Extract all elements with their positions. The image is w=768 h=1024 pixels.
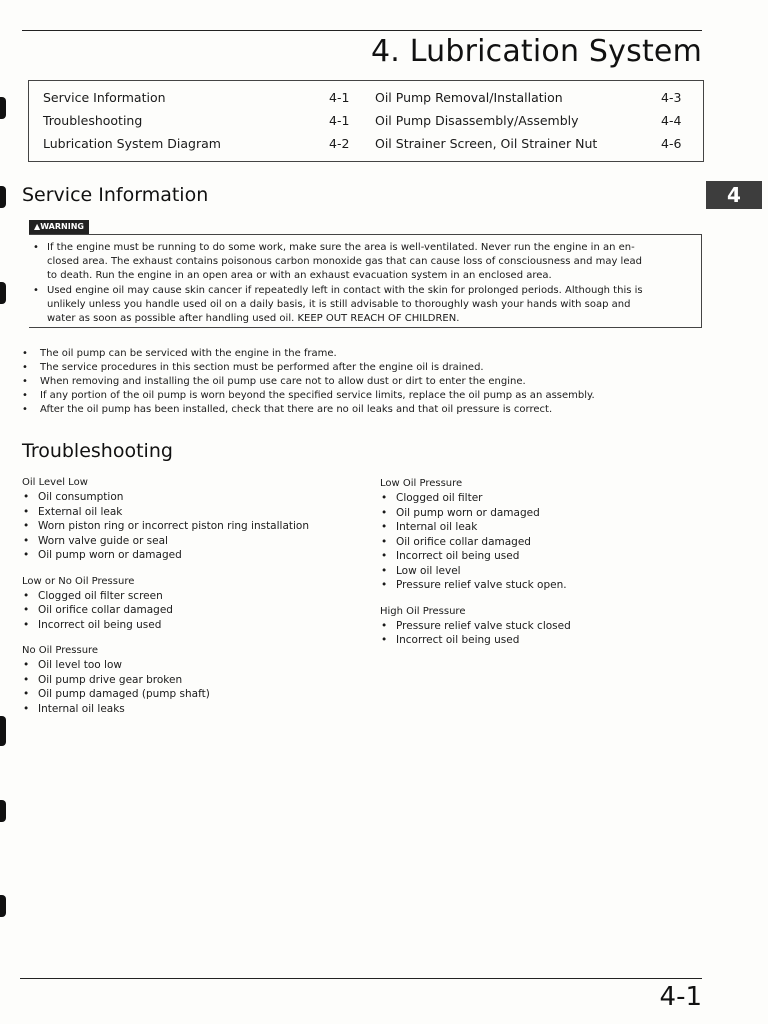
note-text: When removing and installing the oil pump use care not to allow dust or dirt to enter the engine.: [40, 376, 526, 387]
cause-text: Oil pump worn or damaged: [38, 549, 182, 561]
bullet-icon: •: [33, 242, 39, 253]
cause-text: Clogged oil filter screen: [38, 589, 163, 602]
cause-item: [380, 578, 710, 593]
symptom-title: No Oil Pressure: [22, 645, 99, 656]
note-item: [22, 361, 712, 375]
cause-item: [22, 618, 352, 633]
bullet-icon: •: [22, 362, 28, 373]
symptom-group: [380, 477, 710, 593]
contents-right-title[interactable]: Oil Pump Disassembly/Assembly: [375, 113, 579, 128]
cause-item: [380, 491, 710, 506]
cause-item: [22, 687, 352, 702]
bullet-icon: •: [33, 285, 39, 296]
cause-text: Oil consumption: [38, 491, 124, 503]
cause-text: Incorrect oil being used: [38, 618, 162, 631]
binding-mark: [0, 800, 6, 822]
cause-text: Clogged oil filter: [396, 492, 483, 504]
note-item: [22, 403, 712, 417]
contents-right-page: 4-6: [661, 136, 682, 151]
cause-item: [380, 506, 710, 521]
cause-text: Worn valve guide or seal: [38, 534, 168, 547]
bullet-icon: •: [23, 659, 30, 671]
note-item: [22, 375, 712, 389]
bullet-icon: •: [23, 618, 30, 631]
cause-text: Internal oil leaks: [38, 702, 125, 715]
cause-item: [22, 658, 352, 673]
service-notes: [22, 347, 712, 417]
bullet-icon: •: [23, 673, 30, 686]
warning-line: If the engine must be running to do some work, make sure the area is well-ventilated. Never run the engine in an en-: [47, 242, 635, 253]
cause-text: Incorrect oil being used: [396, 634, 520, 646]
cause-item: [22, 534, 352, 549]
contents-row: [29, 90, 703, 113]
cause-item: [22, 505, 352, 520]
troubleshooting-right-column: [380, 477, 710, 660]
cause-text: Low oil level: [396, 564, 461, 577]
bullet-icon: •: [23, 491, 30, 503]
binding-mark: [0, 186, 6, 208]
binding-mark: [0, 97, 6, 119]
troubleshooting-left-column: [22, 476, 352, 728]
warning-item: [33, 284, 697, 326]
note-text: The service procedures in this section must be performed after the engine oil is drained.: [40, 362, 484, 373]
bullet-icon: •: [381, 579, 388, 591]
bullet-icon: •: [23, 604, 30, 616]
warning-line: Used engine oil may cause skin cancer if repeatedly left in contact with the skin for prolonged periods. Although this is: [47, 285, 643, 296]
note-text: If any portion of the oil pump is worn beyond the specified service limits, replace the oil pump as an assembly.: [40, 390, 595, 401]
contents-left-title[interactable]: Service Information: [43, 90, 166, 105]
warning-line: to death. Run the engine in an open area or with an exhaust evacuation system in an enclosed area.: [47, 270, 552, 281]
contents-left-page: 4-1: [329, 113, 350, 128]
warning-badge: [29, 220, 89, 234]
cause-item: [380, 549, 710, 564]
cause-text: Incorrect oil being used: [396, 550, 520, 562]
contents-right-title[interactable]: Oil Strainer Screen, Oil Strainer Nut: [375, 136, 598, 151]
cause-item: [22, 519, 352, 534]
warning-line: closed area. The exhaust contains poisonous carbon monoxide gas that can cause loss of consciousness and may lead: [47, 256, 642, 267]
bullet-icon: •: [23, 520, 30, 532]
cause-text: Pressure relief valve stuck open.: [396, 579, 567, 591]
cause-item: [22, 673, 352, 688]
cause-item: [22, 548, 352, 563]
contents-right-page: 4-4: [661, 113, 682, 128]
bullet-icon: •: [381, 619, 388, 632]
symptom-group: [22, 476, 352, 563]
symptom-title: Low Oil Pressure: [380, 478, 463, 489]
chapter-title: 4. Lubrication System: [370, 34, 702, 69]
cause-item: [22, 490, 352, 505]
cause-text: Oil pump damaged (pump shaft): [38, 688, 210, 700]
bullet-icon: •: [23, 549, 30, 561]
bullet-icon: •: [381, 564, 388, 577]
bullet-icon: •: [23, 688, 30, 700]
footer-rule: [20, 978, 702, 979]
note-item: [22, 389, 712, 403]
cause-text: Oil pump worn or damaged: [396, 506, 540, 519]
bullet-icon: •: [381, 550, 388, 562]
contents-left-page: 4-1: [329, 90, 350, 105]
bullet-icon: •: [381, 535, 388, 548]
note-text: The oil pump can be serviced with the engine in the frame.: [40, 348, 337, 359]
warning-line: unlikely unless you handle used oil on a daily basis, it is still advisable to thoroughly wash your hands with soap and: [47, 299, 631, 310]
bullet-icon: •: [22, 390, 28, 401]
bullet-icon: •: [23, 702, 30, 715]
bullet-icon: •: [23, 505, 30, 518]
cause-text: Oil pump drive gear broken: [38, 673, 183, 686]
contents-left-title[interactable]: Troubleshooting: [43, 113, 143, 128]
warning-label: WARNING: [40, 222, 84, 231]
bullet-icon: •: [22, 348, 28, 359]
contents-row: [29, 113, 703, 136]
symptom-group: [380, 605, 710, 648]
warning-line: water as soon as possible after handling used oil. KEEP OUT REACH OF CHILDREN.: [47, 313, 460, 324]
symptom-title: High Oil Pressure: [380, 605, 466, 617]
cause-item: [380, 619, 710, 634]
contents-table: [28, 80, 704, 162]
page-number: 4-1: [659, 982, 702, 1012]
service-info-heading: Service Information: [22, 184, 209, 206]
cause-item: [380, 564, 710, 579]
contents-left-title[interactable]: Lubrication System Diagram: [43, 136, 221, 151]
bullet-icon: •: [381, 492, 388, 504]
contents-row: [29, 136, 703, 159]
bullet-icon: •: [23, 589, 30, 602]
cause-text: Internal oil leak: [396, 521, 478, 533]
bullet-icon: •: [22, 376, 28, 387]
contents-right-title[interactable]: Oil Pump Removal/Installation: [375, 90, 563, 105]
cause-text: Pressure relief valve stuck closed: [396, 619, 571, 632]
binding-mark: [0, 716, 6, 746]
contents-right-page: 4-3: [661, 90, 682, 105]
warning-item: [33, 241, 697, 283]
note-item: [22, 347, 712, 361]
binding-mark: [0, 895, 6, 917]
cause-text: Oil orifice collar damaged: [396, 535, 531, 548]
cause-text: Oil orifice collar damaged: [38, 604, 173, 616]
cause-item: [380, 633, 710, 648]
bullet-icon: •: [381, 506, 388, 519]
cause-text: Worn piston ring or incorrect piston ring installation: [38, 520, 310, 532]
binding-mark: [0, 282, 6, 304]
cause-item: [380, 535, 710, 550]
cause-item: [22, 702, 352, 717]
bullet-icon: •: [23, 534, 30, 547]
cause-item: [380, 520, 710, 535]
cause-item: [22, 589, 352, 604]
warning-box: [29, 234, 702, 328]
symptom-title: Low or No Oil Pressure: [22, 575, 135, 587]
bullet-icon: •: [22, 404, 28, 415]
cause-item: [22, 603, 352, 618]
symptom-title: Oil Level Low: [22, 477, 88, 488]
contents-left-page: 4-2: [329, 136, 350, 151]
troubleshooting-heading: Troubleshooting: [22, 440, 173, 462]
note-text: After the oil pump has been installed, check that there are no oil leaks and that oil pressure is correct.: [40, 404, 553, 415]
cause-text: Oil level too low: [38, 659, 122, 671]
header-rule: [22, 30, 702, 31]
symptom-group: [22, 575, 352, 633]
cause-text: External oil leak: [38, 505, 123, 518]
bullet-icon: •: [381, 634, 388, 646]
bullet-icon: •: [381, 521, 388, 533]
chapter-tab: 4: [706, 181, 762, 209]
symptom-group: [22, 644, 352, 716]
warning-triangle-icon: ▲: [34, 222, 41, 231]
